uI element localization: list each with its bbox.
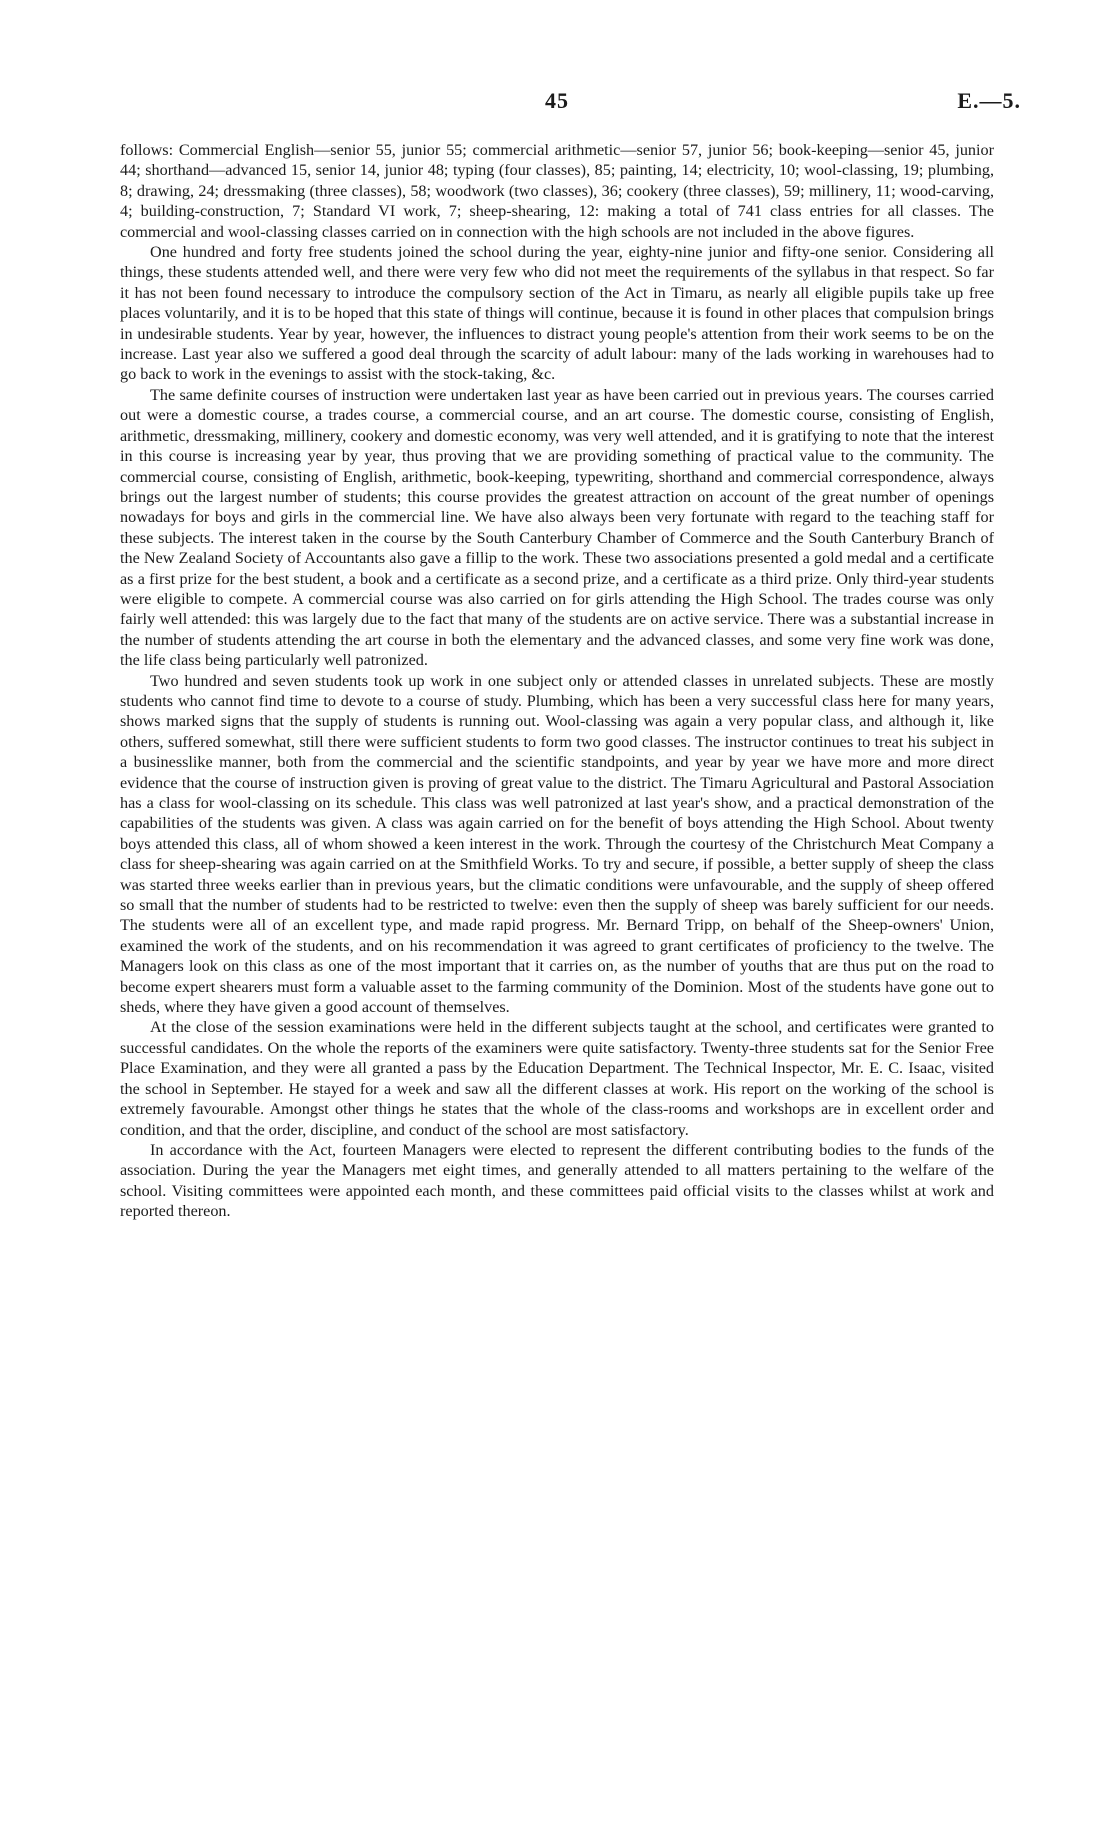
paragraph-managers: In accordance with the Act, fourteen Managers were elected to represent the different contributing bodies to the funds of the association. During the year the Managers met eight times, and generally attended to all matters pertaining to the welfare of the school. Visiting committees were appointed each month, and these committees paid official visits to the classes whilst at work and reported thereon. (120, 1140, 994, 1221)
body-text (120, 140, 994, 1222)
paragraph-continuation: follows: Commercial English—senior 55, junior 55; commercial arithmetic—senior 57, junior 56; book-keeping—senior 45, junior 44; shorthand—advanced 15, senior 14, junior 48; typing (four classes), 85; painting, 14; electricity, 10; wool-classing, 19; plumbing, 8; drawing, 24; dressmaking (three classes), 58; woodwork (two classes), 36; cookery (three classes), 59; millinery, 11; wood-carving, 4; building-construction, 7; Standard VI work, 7; sheep-shearing, 12: making a total of 741 class entries for all classes. The commercial and wool-classing classes carried on in connection with the high schools are not included in the above figures. (120, 141, 994, 241)
paragraph-examinations: At the close of the session examinations were held in the different subjects taught at the school, and certificates were granted to successful candidates. On the whole the reports of the examiners were quite satisfactory. Twenty-three students sat for the Senior Free Place Examination, and they were all granted a pass by the Education Department. The Technical Inspector, Mr. E. C. Isaac, visited the school in September. He stayed for a week and saw all the different classes at work. His report on the working of the school is extremely favourable. Amongst other things he states that the whole of the class-rooms and workshops are in excellent order and condition, and that the order, discipline, and conduct of the school are most satisfactory. (120, 1018, 994, 1139)
page-header (0, 88, 1114, 118)
page-number: 45 (545, 88, 569, 113)
paragraph-single-subject-students: Two hundred and seven students took up work in one subject only or attended classes in unrelated subjects. These are mostly students who cannot find time to devote to a course of study. Plumbing, which has been a very successful class here for many years, shows marked signs that the supply of students is running out. Wool-classing was again a very popular class, and although it, like others, suffered somewhat, still there were sufficient students to form two good classes. The instructor continues to treat his subject in a businesslike manner, both from the commercial and the scientific standpoints, and year by year we have more and more direct evidence that the course of instruction given is proving of great value to the district. The Timaru Agricultural and Pastoral Association has a class for wool-classing on its schedule. This class was well patronized at last year's show, and a practical demonstration of the capabilities of the students was given. A class was again carried on for the benefit of boys attending the High School. About twenty boys attended this class, all of whom showed a keen interest in the work. Through the courtesy of the Christchurch Meat Company a class for sheep-shearing was again carried on at the Smithfield Works. To try and secure, if possible, a better supply of sheep the class was started three weeks earlier than in previous years, but the climatic conditions were unfavourable, and the supply of sheep offered so small that the number of students had to be restricted to twelve: even then the supply of sheep was barely sufficient for our needs. The students were all of an excellent type, and made rapid progress. Mr. Bernard Tripp, on behalf of the Sheep-owners' Union, examined the work of the students, and on his recommendation it was agreed to grant certificates of proficiency to the twelve. The Managers look on this class as one of the most important that it carries on, as the number of youths that are thus put on the road to become expert shearers must form a valuable asset to the farming community of the Dominion. Most of the students have gone out to sheds, where they have given a good account of themselves. (120, 671, 994, 1017)
paragraph-free-students: One hundred and forty free students joined the school during the year, eighty-nine junior and fifty-one senior. Considering all things, these students attended well, and there were very few who did not meet the requirements of the syllabus in that respect. So far it has not been found necessary to introduce the compulsory section of the Act in Timaru, as nearly all eligible pupils take up free places voluntarily, and it is to be hoped that this state of things will continue, because it is found in other places that compulsion brings in undesirable students. Year by year, however, the influences to distract young people's attention from their work seems to be on the increase. Last year also we suffered a good deal through the scarcity of adult labour: many of the lads working in warehouses had to go back to work in the evenings to assist with the stock-taking, &c. (120, 243, 994, 384)
paragraph-courses: The same definite courses of instruction were undertaken last year as have been carried out in previous years. The courses carried out were a domestic course, a trades course, a commercial course, and an art course. The domestic course, consisting of English, arithmetic, dressmaking, millinery, cookery and domestic economy, was very well attended, and it is gratifying to note that the interest in this course is increasing year by year, thus proving that we are providing something of practical value to the community. The commercial course, consisting of English, arithmetic, book-keeping, typewriting, shorthand and commercial correspondence, always brings out the largest number of students; this course provides the greatest attraction on account of the great number of openings nowadays for boys and girls in the commercial line. We have also always been very fortunate with regard to the teaching staff for these subjects. The interest taken in the course by the South Canterbury Chamber of Commerce and the South Canterbury Branch of the New Zealand Society of Accountants also gave a fillip to the work. These two associations presented a gold medal and a certificate as a first prize for the best student, a book and a certificate as a second prize, and a certificate as a third prize. Only third-year students were eligible to compete. A commercial course was also carried on for girls attending the High School. The trades course was only fairly well attended: this was largely due to the fact that many of the students are on active service. There was a substantial increase in the number of students attending the art course in both the elementary and the advanced classes, and some very fine work was done, the life class being particularly well patronized. (120, 385, 994, 670)
document-reference: E.—5. (957, 88, 1021, 113)
